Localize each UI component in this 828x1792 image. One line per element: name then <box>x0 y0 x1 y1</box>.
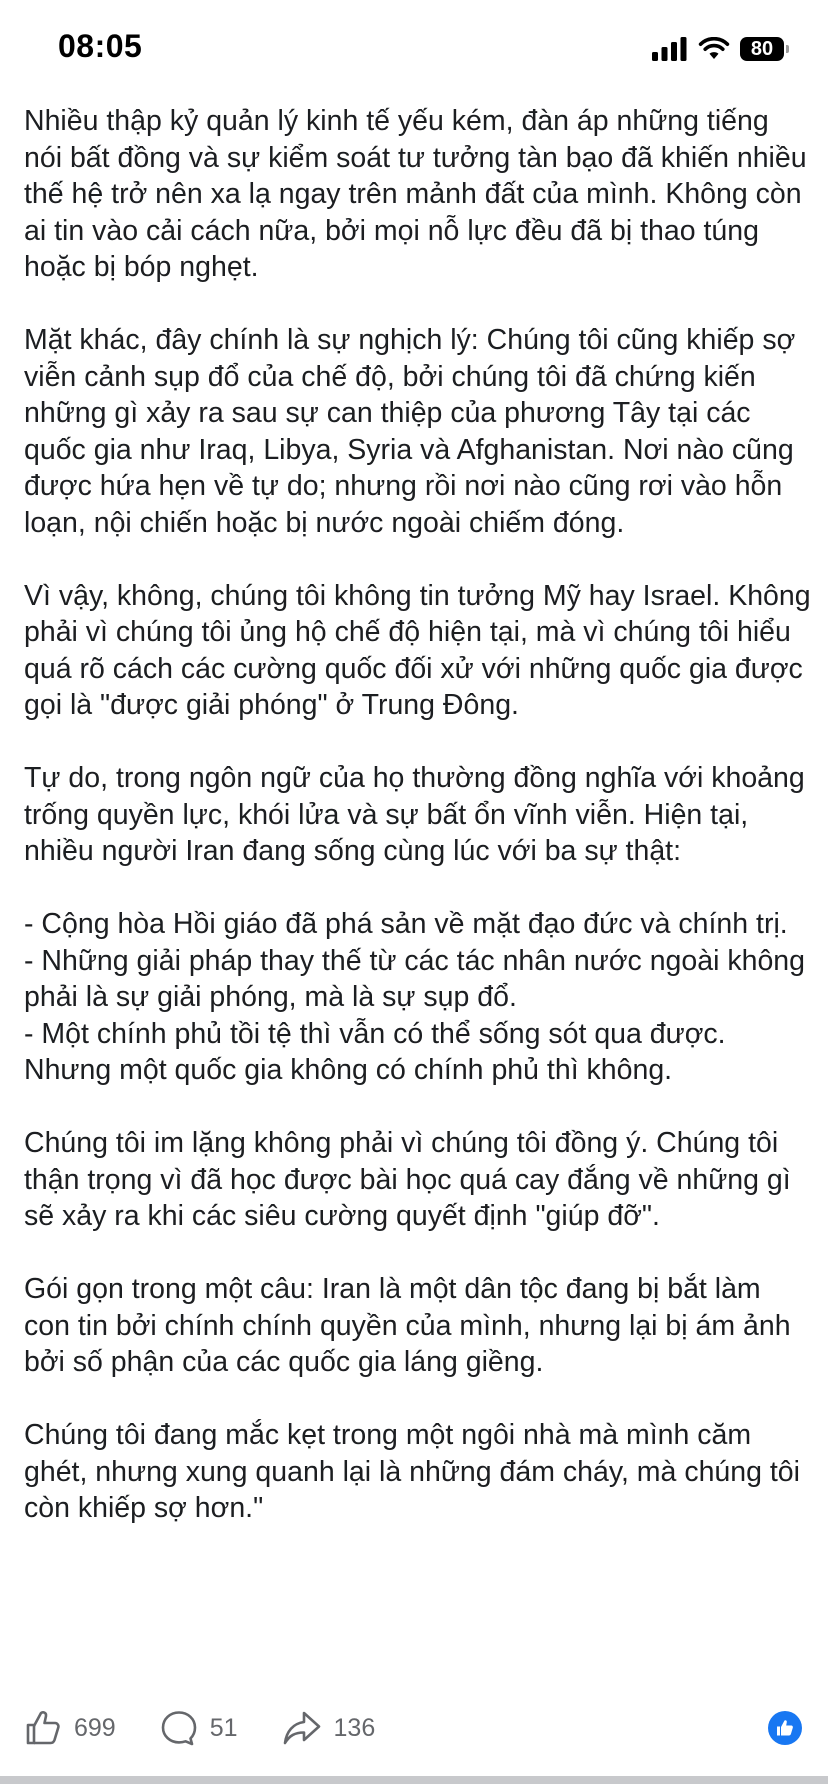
post-paragraph: Chúng tôi đang mắc kẹt trong một ngôi nhà mà mình căm ghét, nhưng xung quanh lại là những đám cháy, mà chúng tôi còn khiếp sợ hơn." <box>24 1419 800 1524</box>
like-icon <box>24 1709 62 1747</box>
post-paragraph: Nhiều thập kỷ quản lý kinh tế yếu kém, đàn áp những tiếng nói bất đồng và sự kiểm soát tư tưởng tàn bạo đã khiến nhiều thế hệ trở nên xa lạ ngay trên mảnh đất của mình. Không còn ai tin vào cải cách nữa, bởi mọi nỗ lực đều đã bị thao túng hoặc bị bóp nghẹt. <box>24 105 807 283</box>
post-paragraph: Mặt khác, đây chính là sự nghịch lý: Chúng tôi cũng khiếp sợ viễn cảnh sụp đổ của chế độ, bởi chúng tôi đã chứng kiến những gì xảy ra sau sự can thiệp của phương Tây tại các quốc gia như Iraq, Libya, Syria và Afghanistan. Nơi nào cũng được hứa hẹn về tự do; nhưng rồi nơi nào cũng rơi vào hỗn loạn, nội chiến hoặc bị nước ngoài chiếm đóng. <box>24 324 796 539</box>
share-icon <box>282 1709 322 1747</box>
bullet-list <box>24 906 814 1089</box>
bullet-item: - Cộng hòa Hồi giáo đã phá sản về mặt đạo đức và chính trị. <box>24 908 788 940</box>
status-bar <box>0 0 828 100</box>
comment-button[interactable] <box>160 1709 238 1747</box>
battery-level: 80 <box>750 37 774 60</box>
action-bar <box>24 1700 814 1756</box>
like-count: 699 <box>74 1713 116 1742</box>
like-button[interactable] <box>24 1709 116 1747</box>
post-body <box>24 103 814 1527</box>
battery-cap <box>786 45 789 53</box>
thumbs-up-icon <box>775 1718 795 1738</box>
status-indicators <box>652 32 784 66</box>
post-paragraph: Tự do, trong ngôn ngữ của họ thường đồng nghĩa với khoảng trống quyền lực, khói lửa và sự bất ổn vĩnh viễn. Hiện tại, nhiều người Iran đang sống cùng lúc với ba sự thật: <box>24 762 805 867</box>
comment-icon <box>160 1709 198 1747</box>
battery-icon <box>740 37 784 61</box>
post-paragraph: Gói gọn trong một câu: Iran là một dân tộc đang bị bắt làm con tin bởi chính chính quyền của mình, nhưng lại bị ám ảnh bởi số phận của các quốc gia láng giềng. <box>24 1273 791 1378</box>
reaction-like-icon[interactable] <box>768 1711 802 1745</box>
share-button[interactable] <box>282 1709 376 1747</box>
comment-count: 51 <box>209 1713 238 1742</box>
post-paragraph: Chúng tôi im lặng không phải vì chúng tôi đồng ý. Chúng tôi thận trọng vì đã học được bài học quá cay đắng về những gì sẽ xảy ra khi các siêu cường quyết định "giúp đỡ". <box>24 1127 791 1232</box>
bullet-item: - Một chính phủ tồi tệ thì vẫn có thể sống sót qua được. Nhưng một quốc gia không có chính phủ thì không. <box>24 1017 726 1086</box>
post-paragraph: Vì vậy, không, chúng tôi không tin tưởng Mỹ hay Israel. Không phải vì chúng tôi ủng hộ chế độ hiện tại, mà vì chúng tôi hiểu quá rõ cách các cường quốc đối xử với những quốc gia được gọi là "được giải phóng" ở Trung Đông. <box>24 579 811 721</box>
bottom-divider <box>0 1776 828 1784</box>
wifi-icon <box>698 37 730 61</box>
signal-icon <box>652 37 688 61</box>
status-time: 08:05 <box>58 28 143 64</box>
share-count: 136 <box>333 1713 376 1742</box>
bullet-item: - Những giải pháp thay thế từ các tác nhân nước ngoài không phải là sự giải phóng, mà là sự sụp đổ. <box>24 944 805 1013</box>
